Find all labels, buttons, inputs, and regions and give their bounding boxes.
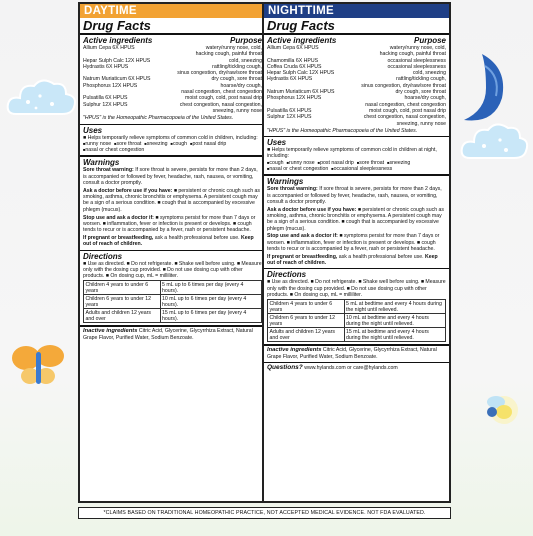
uses-bullet: ■ nasal or chest congestion [83,147,144,153]
firefly-icon [478,388,522,428]
active-ingredients-heading: Active ingredients Purpose [83,36,262,45]
uses-bullet: ■ occasional sleeplessness [331,166,392,172]
dosing-table [267,299,446,342]
pregnant-warning: If pregnant or breastfeeding, ask a health professional before use. Keep out of reach of children. [267,253,438,267]
ingredient-name: Sulphur 12X HPUS [83,101,128,108]
cloud-icon [6,74,78,120]
dosing-row [84,281,262,295]
warnings-heading: Warnings [83,158,120,168]
warnings-section [80,157,265,250]
ingredient-purpose: hoarse/dry cough, [404,95,446,102]
ingredient-purpose: moist cough, cold, post nasal drip [185,95,262,102]
uses-bullet: ■ sore throat [114,141,141,147]
ingredient-purpose: occasional sleeplessness [387,57,446,64]
moon-icon [452,48,512,128]
ingredient-purpose: cold, sneezing [412,70,446,77]
ingredient-purpose: rattling/tickling cough, [212,63,262,70]
ingredient-name: Sulphur 12X HPUS [267,114,312,121]
ingredient-name: Natrum Muriaticum 6X HPUS [267,89,335,96]
dosing-row [268,314,446,328]
dosing-dose: 10 mL up to 6 times per day (every 4 hours). [160,295,261,309]
hpus-note: "HPUS" is the Homeopathic Pharmacopoeia of the United States. [83,115,234,122]
uses-bullet: ■ sneezing [144,141,167,147]
directions-section [264,269,449,346]
active-ingredients-section [80,35,265,125]
dosing-age: Children 4 years to under 6 years [84,281,161,295]
cloud-icon [460,120,530,164]
ingredient-purpose: watery/runny nose, cold, [389,45,446,51]
uses-bullet: ■ cough [267,160,284,166]
uses-section [80,125,265,158]
ask-doctor-warning: Ask a doctor before use if you have: ■ persistent or chronic cough such as smoking, asthma, chronic bronchitis or emphysema. A persistent cough may be a sign of a serious condition. ■ cough that is accompanied by excessive phlegm (mucus). [83,187,261,213]
drug-facts-title: Drug Facts [264,18,449,35]
dosing-dose: 5 mL up to 6 times per day (every 4 hours). [160,281,261,295]
uses-bullet: ■ cough [171,141,188,147]
dosing-row [268,328,446,342]
uses-section [264,137,449,176]
hpus-note: "HPUS" is the Homeopathic Pharmacopoeia of the United States. [267,127,418,134]
ingredient-name: Natrum Muriaticum 6X HPUS [83,76,151,83]
ingredient-name: Hydrastis 6X HPUS [267,76,313,83]
ingredient-purpose: dry cough, sore throat [395,89,446,96]
pregnant-warning: If pregnant or breastfeeding, ask a health professional before use. Keep out of reach of children. [83,234,254,248]
ingredient-name: Hydrastis 6X HPUS [83,63,129,70]
warnings-heading: Warnings [267,177,304,187]
dosing-row [84,295,262,309]
dosing-age: Adults and children 12 years and over [268,328,345,342]
disclaimer: *CLAIMS BASED ON TRADITIONAL HOMEOPATHIC PRACTICE, NOT ACCEPTED MEDICAL EVIDENCE. NOT FDA EVALUATED. [78,507,451,519]
dosing-dose: 5 mL at bedtime and every 4 hours during the night until relieved. [344,300,445,314]
uses-bullet: ■ runny nose [83,141,111,147]
uses-bullet: ■ post nasal drip [190,141,226,147]
inactive-ingredients-section: Inactive ingredients Citric Acid, Glycerine, Glycyrrhiza Extract, Natural Grape Flavor, Purified Water, Sodium Benzoate. [83,328,253,341]
dosing-dose: 15 mL at bedtime and every 4 hours during the night until relieved. [344,328,445,342]
ingredient-purpose: hacking cough, painful throat [195,51,262,58]
dosing-dose: 10 mL at bedtime and every 4 hours during the night until relieved. [344,314,445,328]
ingredient-name: Hepar Sulph Calc 12X HPUS [267,70,335,77]
ingredient-name: Phosphorus 12X HPUS [267,95,322,102]
dosing-age: Adults and children 12 years and over [84,309,161,323]
uses-bullet: ■ runny nose [287,160,315,166]
ingredient-name: Coffea Cruda 6X HPUS [267,63,322,70]
ingredient-purpose: moist cough, cold, post nasal drip [369,107,446,114]
nighttime-drug-facts-panel [262,2,451,503]
nighttime-banner: NIGHTTIME [264,4,449,18]
sore-throat-warning: Sore throat warning: If sore throat is severe, persists for more than 2 days, is accompanied or followed by fever, headache, rash, nausea, or vomiting, consult a doctor promptly. [83,167,258,187]
ingredient-purpose: hoarse/dry cough, [220,82,262,89]
uses-bullet: ■ post nasal drip [318,160,354,166]
stop-use-warning: Stop use and ask a doctor if: ■ symptoms persist for more than 7 days or worsen. ■ inflammation, fever or infection is present or develops. ■ cough tends to recur or is accompanied by a fever, rash or persistent headache. [83,214,256,234]
dosing-age: Children 4 years to under 6 years [268,300,345,314]
ingredient-name: Phosphorus 12X HPUS [83,82,138,89]
active-ingredients-heading: Active ingredients Purpose [267,36,446,45]
sore-throat-warning: Sore throat warning: If sore throat is severe, persists for more than 2 days, is accompanied or followed by fever, headache, rash, nausea, or vomiting, consult a doctor promptly. [267,186,442,205]
butterfly-icon [10,342,68,390]
dosing-age: Children 6 years to under 12 years [84,295,161,309]
ingredient-name: Hepar Sulph Calc 12X HPUS [83,57,151,64]
directions-text: ■ Use as directed. ■ Do not refrigerate. ■ Shake well before using. ■ Measure only with the dosing cup provided. ■ Do not use dosing cup with other products. ■ On dosing cup, mL = milliliter. [83,260,262,280]
ingredient-name: Chamomilla 6X HPUS [267,57,319,64]
ingredient-purpose: nasal congestion, chest congestion [365,101,446,108]
ingredient-name: Pulsatilla 6X HPUS [83,95,128,102]
ingredient-list [267,45,446,127]
inactive-ingredients-section: Inactive ingredients Citric Acid, Glycerine, Glycyrrhiza Extract, Natural Grape Flavor, Purified Water, Sodium Benzoate. [264,346,449,363]
ingredient-purpose: cold, sneezing [228,57,262,64]
stop-use-warning: Stop use and ask a doctor if: ■ symptoms persist for more than 7 days or worsen. ■ inflammation, fever or infection is present or develops. ■ cough tends to recur or is accompanied by a fever, rash or persistent headache. [267,233,440,253]
ingredient-purpose: sinus congestion, dry/raw/sore throat [361,82,446,89]
uses-intro: ■ Helps temporarily relieve symptoms of common cold in children at night, including: [267,147,437,160]
uses-bullets [267,160,446,173]
ingredient-name: Allium Cepa 6X HPUS [83,45,135,51]
ingredient-purpose: occasional sleeplessness [387,63,446,70]
ingredient-purpose: watery/runny nose, cold, [205,45,262,51]
ingredient-purpose: hacking cough, painful throat [379,51,446,58]
directions-heading: Directions [83,251,123,261]
warnings-section [264,176,449,269]
uses-heading: Uses [267,138,287,148]
ingredient-purpose: rattling/tickling cough, [396,76,446,83]
contact-link[interactable]: www.hylands.com or care@hylands.com [304,364,398,371]
uses-heading: Uses [83,125,103,135]
dosing-dose: 15 mL up to 6 times per day (every 4 hours). [160,309,261,323]
ingredient-purpose: sinus congestion, dry/raw/sore throat [177,70,262,77]
uses-intro: ■ Helps temporarily relieve symptoms of common cold in children, including: [83,134,258,141]
active-ingredients-section [264,35,449,137]
dosing-table [83,280,262,323]
daytime-banner: DAYTIME [80,4,265,18]
ingredient-purpose: nasal congestion, chest congestion [181,89,262,96]
uses-bullet: ■ sore throat [357,160,384,166]
ingredient-purpose: dry cough, sore throat [211,76,262,83]
ask-doctor-warning: Ask a doctor before use if you have: ■ persistent or chronic cough such as smoking, asthma, chronic bronchitis or emphysema. A persistent cough may be a sign of a serious condition. ■ cough that is accompanied by excessive phlegm (mucus). [267,206,445,232]
ingredient-row [267,121,446,127]
dosing-age: Children 6 years to under 12 years [268,314,345,328]
directions-text: ■ Use as directed. ■ Do not refrigerate. ■ Shake well before using. ■ Measure only with the dosing cup provided. ■ Do not use dosing cup with other products. ■ On dosing cup, mL = milliliter. [267,279,446,298]
questions-section: Questions? www.hylands.com or care@hylands.com [267,363,398,371]
ingredient-row [83,108,262,114]
uses-bullet: ■ sneezing [387,160,410,166]
ingredient-name: Pulsatilla 6X HPUS [267,107,312,114]
dosing-row [84,309,262,323]
ingredient-purpose: sneezing, runny nose [396,120,446,127]
ingredient-purpose: sneezing, runny nose [212,107,262,114]
ingredient-purpose: chest congestion, nasal congestion, [179,101,262,108]
ingredient-name: Allium Cepa 6X HPUS [267,45,319,51]
drug-facts-title: Drug Facts [80,18,265,35]
uses-bullets [83,141,262,154]
dosing-row [268,300,446,314]
daytime-drug-facts-panel [78,2,267,503]
uses-bullet: ■ nasal or chest congestion [267,166,328,172]
ingredient-purpose: chest congestion, nasal congestion, [363,114,446,121]
ingredient-list [83,45,262,114]
directions-heading: Directions [267,270,307,280]
directions-section [80,251,265,328]
